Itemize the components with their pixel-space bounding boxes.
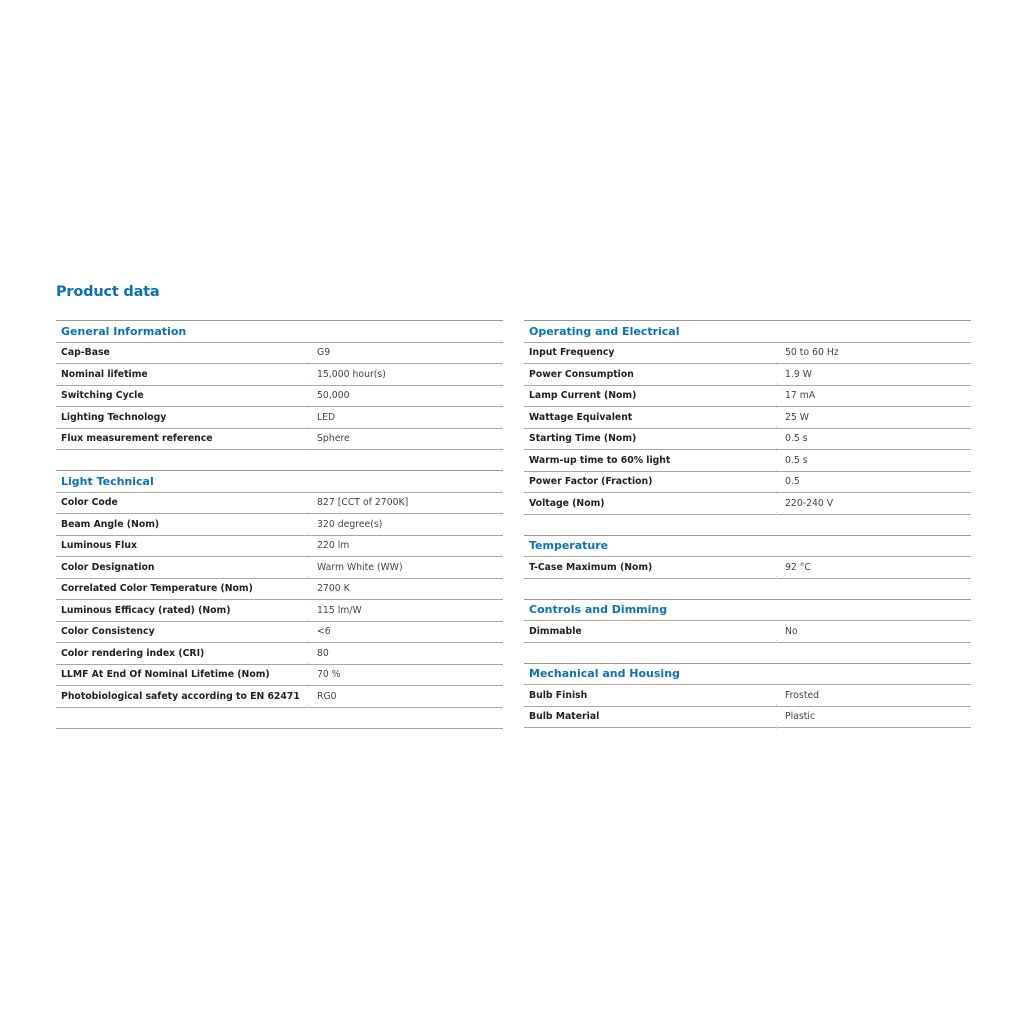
spec-row <box>524 706 971 728</box>
spec-row <box>56 513 503 535</box>
spec-row <box>56 556 503 578</box>
table-end-rule <box>56 728 503 729</box>
spec-value: <6 <box>317 626 331 638</box>
spec-label: Bulb Finish <box>529 689 588 701</box>
spec-label: Cap-Base <box>61 347 110 359</box>
spec-row <box>524 428 971 450</box>
spec-value: 92 °C <box>785 561 811 573</box>
spec-row <box>56 664 503 686</box>
spec-row <box>524 342 971 364</box>
section-header: Light Technical <box>56 470 503 492</box>
spec-value: G9 <box>317 347 331 359</box>
spec-label: Lamp Current (Nom) <box>529 390 637 402</box>
spec-value: LED <box>317 411 336 423</box>
spec-label: Color Code <box>61 497 118 509</box>
spec-row <box>56 428 503 450</box>
section-spacer <box>524 514 971 535</box>
column-divider <box>308 448 309 451</box>
spec-value: RG0 <box>317 690 337 702</box>
spec-label: Correlated Color Temperature (Nom) <box>61 583 253 595</box>
section-spacer <box>56 707 503 728</box>
section-spacer <box>524 727 971 728</box>
spec-value: No <box>785 625 798 637</box>
section-header: Temperature <box>524 535 971 557</box>
spec-section <box>524 663 971 729</box>
section-header: Operating and Electrical <box>524 320 971 342</box>
spec-row <box>56 642 503 664</box>
spec-label: Bulb Material <box>529 711 600 723</box>
spec-row <box>56 685 503 707</box>
spec-label: Wattage Equivalent <box>529 411 633 423</box>
spec-label: Beam Angle (Nom) <box>61 518 160 530</box>
spec-label: Color rendering index (CRI) <box>61 647 205 659</box>
spec-section <box>56 470 503 728</box>
spec-row <box>56 621 503 643</box>
spec-value: 0.5 <box>785 476 800 488</box>
spec-label: Color Designation <box>61 561 155 573</box>
spec-value: 115 lm/W <box>317 604 362 616</box>
spec-value: 827 [CCT of 2700K] <box>317 497 409 509</box>
spec-section <box>524 599 971 663</box>
column-divider <box>776 512 777 515</box>
spec-label: Luminous Flux <box>61 540 137 552</box>
spec-row <box>56 342 503 364</box>
spec-value: 220-240 V <box>785 497 834 509</box>
spec-value: 0.5 s <box>785 433 808 445</box>
spec-row <box>524 684 971 706</box>
spec-value: Warm White (WW) <box>317 561 403 573</box>
right-spec-column <box>524 320 971 728</box>
section-header: Mechanical and Housing <box>524 663 971 685</box>
spec-row <box>56 535 503 557</box>
spec-label: Voltage (Nom) <box>529 497 605 509</box>
column-divider <box>776 640 777 643</box>
spec-label: Input Frequency <box>529 347 615 359</box>
spec-section <box>524 535 971 599</box>
spec-row <box>56 578 503 600</box>
spec-value: 50 to 60 Hz <box>785 347 839 359</box>
spec-value: 1.9 W <box>785 368 812 380</box>
spec-row <box>56 363 503 385</box>
spec-value: Sphere <box>317 433 350 445</box>
spec-value: 17 mA <box>785 390 816 402</box>
column-divider <box>308 705 309 708</box>
spec-row <box>524 556 971 578</box>
spec-label: Warm-up time to 60% light <box>529 454 671 466</box>
spec-label: Lighting Technology <box>61 411 167 423</box>
spec-label: Photobiological safety according to EN 62471 <box>61 690 300 702</box>
spec-value: 220 lm <box>317 540 350 552</box>
spec-value: 50,000 <box>317 390 350 402</box>
spec-row <box>56 492 503 514</box>
spec-label: Color Consistency <box>61 626 155 638</box>
column-divider <box>776 576 777 579</box>
spec-value: 2700 K <box>317 583 350 595</box>
spec-value: 15,000 hour(s) <box>317 368 386 380</box>
spec-row <box>56 599 503 621</box>
section-spacer <box>524 578 971 599</box>
page-title: Product data <box>56 284 160 300</box>
spec-row <box>524 620 971 642</box>
spec-value: 70 % <box>317 669 341 681</box>
spec-label: Nominal lifetime <box>61 368 148 380</box>
left-spec-column <box>56 320 503 729</box>
spec-label: Luminous Efficacy (rated) (Nom) <box>61 604 231 616</box>
spec-row <box>524 385 971 407</box>
spec-label: T-Case Maximum (Nom) <box>529 561 653 573</box>
spec-label: Flux measurement reference <box>61 433 213 445</box>
spec-section <box>56 320 503 470</box>
spec-row <box>524 492 971 514</box>
spec-row <box>524 406 971 428</box>
spec-value: 320 degree(s) <box>317 518 383 530</box>
spec-row <box>524 449 971 471</box>
spec-section <box>524 320 971 535</box>
spec-value: Frosted <box>785 689 820 701</box>
section-header: Controls and Dimming <box>524 599 971 621</box>
spec-value: 0.5 s <box>785 454 808 466</box>
spec-label: Starting Time (Nom) <box>529 433 637 445</box>
spec-row <box>56 406 503 428</box>
spec-row <box>56 385 503 407</box>
spec-label: Power Factor (Fraction) <box>529 476 653 488</box>
spec-value: 80 <box>317 647 329 659</box>
section-spacer <box>524 642 971 663</box>
spec-label: LLMF At End Of Nominal Lifetime (Nom) <box>61 669 270 681</box>
spec-label: Power Consumption <box>529 368 634 380</box>
column-divider <box>776 726 777 729</box>
section-header: General Information <box>56 320 503 342</box>
spec-value: 25 W <box>785 411 809 423</box>
section-spacer <box>56 449 503 470</box>
spec-value: Plastic <box>785 711 816 723</box>
spec-row <box>524 363 971 385</box>
spec-row <box>524 471 971 493</box>
spec-label: Switching Cycle <box>61 390 144 402</box>
spec-label: Dimmable <box>529 625 582 637</box>
